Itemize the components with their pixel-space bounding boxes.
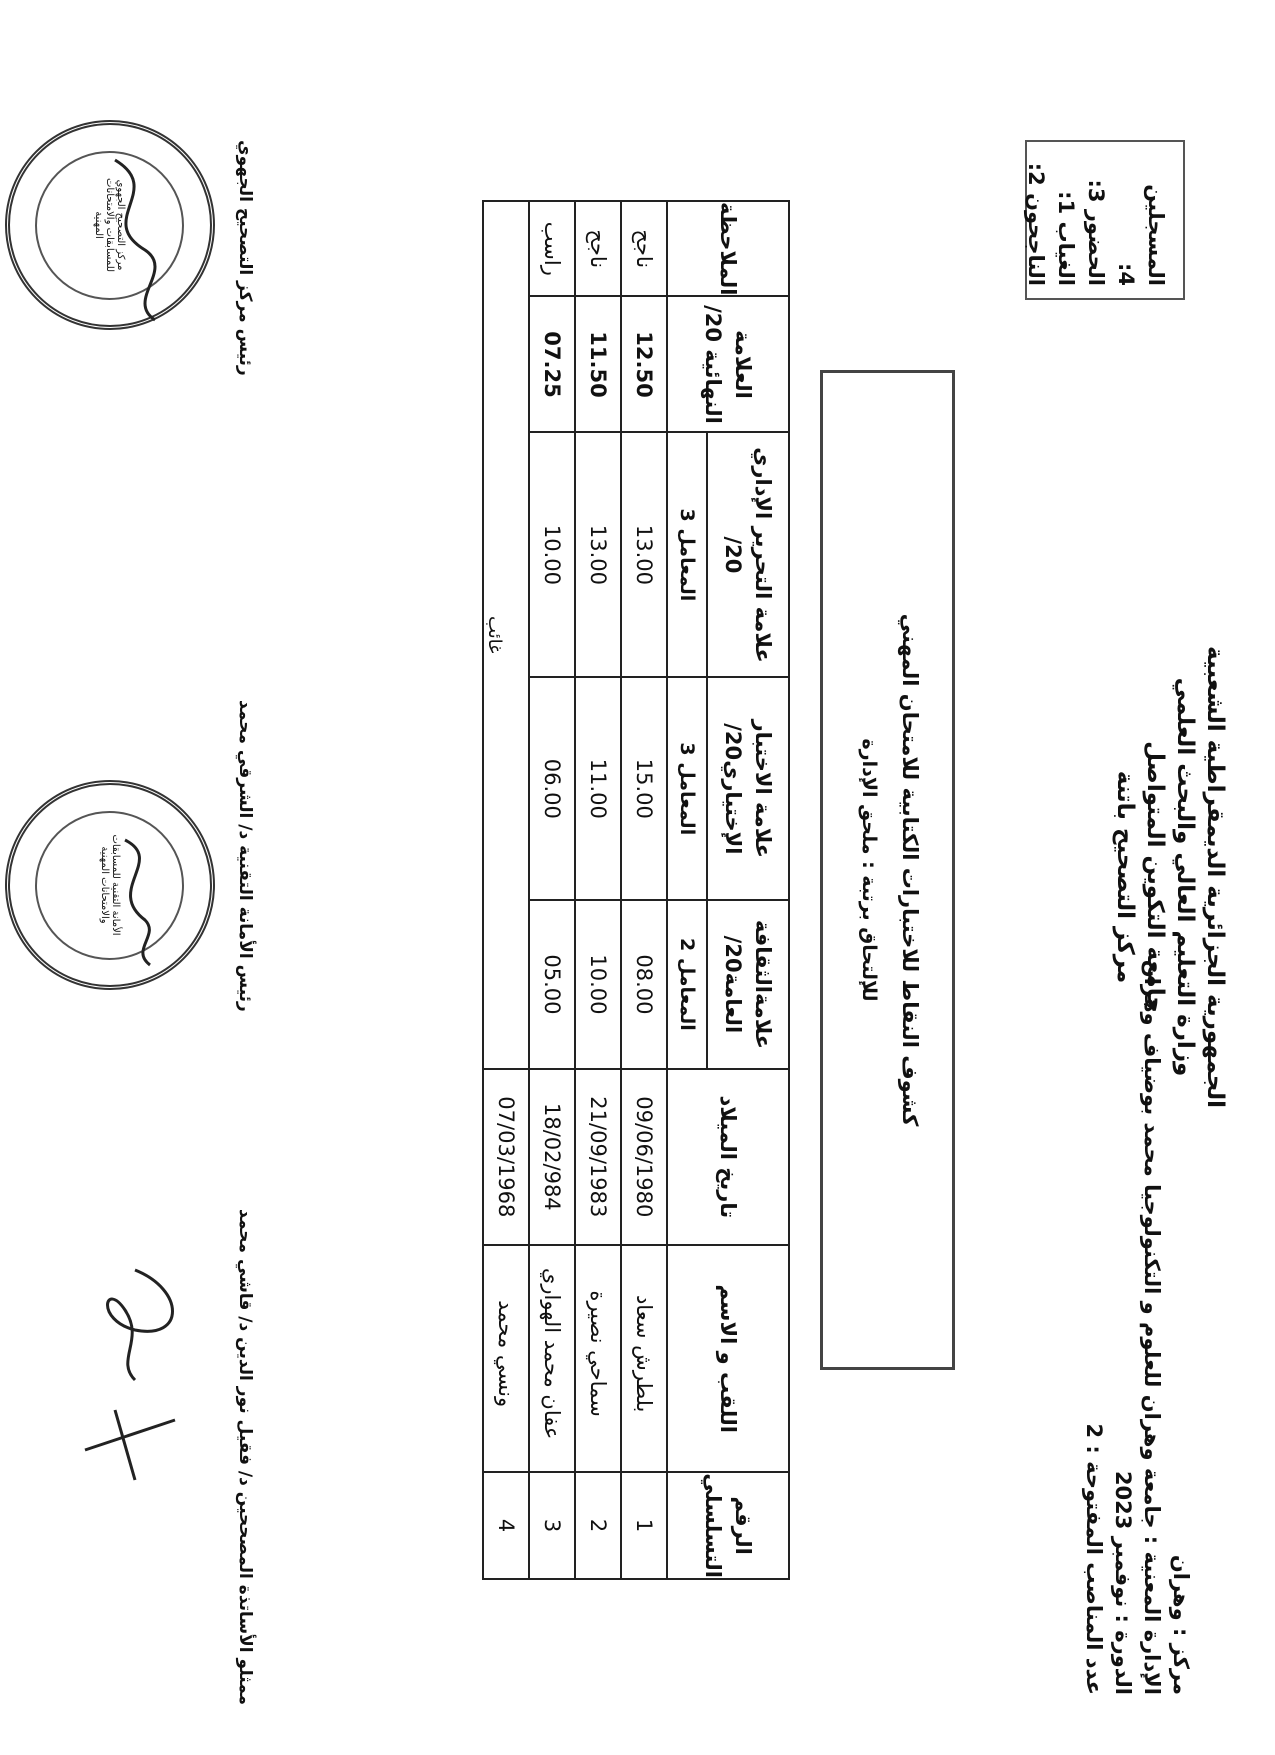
header-serial: الرقم التسلسلي: [667, 1472, 789, 1579]
header-final: العلامة النهائية 20/: [667, 296, 789, 432]
document-subtitle: للإلتحاق برتبة : ملحق الإدارة: [858, 738, 880, 1002]
cell-admin: 13.00: [575, 432, 621, 677]
republic-name: الجمهورية الجزائرية الديمقراطية الشعبية: [1202, 645, 1228, 1109]
cell-final: 07.25: [529, 296, 575, 432]
table-row: [621, 201, 667, 1579]
header-name: اللقب و الاسم: [667, 1245, 789, 1472]
cell-name: بلطرش سعاد: [621, 1245, 667, 1472]
results-table: [482, 200, 790, 1580]
cell-name: سماحي نصيرة: [575, 1245, 621, 1472]
cell-culture: 10.00: [575, 900, 621, 1068]
cell-serial: 1: [621, 1472, 667, 1579]
university-name: جامعة التكوين المتواصل: [1142, 741, 1168, 1013]
administration: الإدارة المعنية : جامعة وهران للعلوم و التكنولوجيا محمد بوضياف وهران: [1140, 959, 1164, 1695]
coef-culture: المعامل 2: [667, 900, 707, 1068]
cell-birthdate: 18/02/984: [529, 1069, 575, 1246]
header-culture: علامةالثقافة العامة20/: [707, 900, 789, 1068]
stat-passed: الناجحون 2:: [1024, 162, 1048, 286]
stat-registered: المسجلين 4:: [1114, 184, 1168, 286]
table-header-row: [707, 201, 789, 1579]
cell-absent: غائب: [483, 201, 529, 1069]
handwritten-signature-3: [85, 820, 185, 980]
stamp-left-text: مركز التصحيح الجهوي للمسابقات والامتحانات المهنية: [93, 177, 127, 273]
cell-optional: 06.00: [529, 677, 575, 900]
table-row: [575, 201, 621, 1579]
signature-technical-secretariat: رئيس الأمانة التقنية د/ الشرقي محمد: [235, 700, 255, 1012]
cell-remark: راسب: [529, 201, 575, 296]
table-row: [483, 201, 529, 1579]
center-city: مركز : وهران: [1169, 1554, 1193, 1695]
handwritten-signature-2: [75, 140, 195, 340]
coef-admin: المعامل 3: [667, 432, 707, 677]
cell-final: 11.50: [575, 296, 621, 432]
signature-correctors: ممثلو الأساتذة المصححين د/ فقيل نور الدين د/ قاشي محمد: [235, 1209, 255, 1705]
session: الدورة : نوفمبر 2023: [1111, 1470, 1135, 1695]
cell-admin: 13.00: [621, 432, 667, 677]
title-box: [820, 370, 955, 1370]
cell-serial: 3: [529, 1472, 575, 1579]
cell-birthdate: 21/09/1983: [575, 1069, 621, 1246]
cell-name: ونسي محمد: [483, 1245, 529, 1472]
stat-absent: الغياب 1:: [1054, 191, 1078, 286]
header-optional: علامة الاختبار الإختياري20/: [707, 677, 789, 900]
header-admin: علامة التحرير الإداري 20/: [707, 432, 789, 677]
table-row: [529, 201, 575, 1579]
handwritten-signature-1: [55, 1250, 195, 1510]
cell-remark: ناجح: [575, 201, 621, 296]
cell-name: عفان محمد الهواري: [529, 1245, 575, 1472]
cell-birthdate: 09/06/1980: [621, 1069, 667, 1246]
signature-center-head: رئيس مركز التصحيح الجهوي: [235, 140, 255, 376]
cell-culture: 05.00: [529, 900, 575, 1068]
correction-center: مركز التصحيح باتنة: [1112, 770, 1138, 984]
document-title: كشوف النقاط للاختبارات الكتابية للامتحان المهني: [898, 613, 922, 1127]
cell-optional: 15.00: [621, 677, 667, 900]
cell-serial: 2: [575, 1472, 621, 1579]
ministry-name: وزارة التعليم العالي والبحث العلمي: [1172, 677, 1198, 1077]
cell-optional: 11.00: [575, 677, 621, 900]
header-birthdate: تاريخ الميلاد: [667, 1069, 789, 1246]
stat-present: الحضور 3:: [1084, 179, 1108, 286]
center-info: [1079, 960, 1195, 1695]
cell-culture: 08.00: [621, 900, 667, 1068]
stats-box: [1025, 140, 1185, 300]
cell-final: 12.50: [621, 296, 667, 432]
cell-birthdate: 07/03/1968: [483, 1069, 529, 1246]
header-remark: الملاحظة: [667, 201, 789, 296]
coef-optional: المعامل 3: [667, 677, 707, 900]
stamp-middle-text: الأمانة التقنية للمسابقات والامتحانات المهنية: [99, 834, 121, 936]
cell-remark: ناجح: [621, 201, 667, 296]
cell-admin: 10.00: [529, 432, 575, 677]
open-positions: عدد المناصب المفتوحة : 2: [1082, 1423, 1106, 1695]
cell-serial: 4: [483, 1472, 529, 1579]
